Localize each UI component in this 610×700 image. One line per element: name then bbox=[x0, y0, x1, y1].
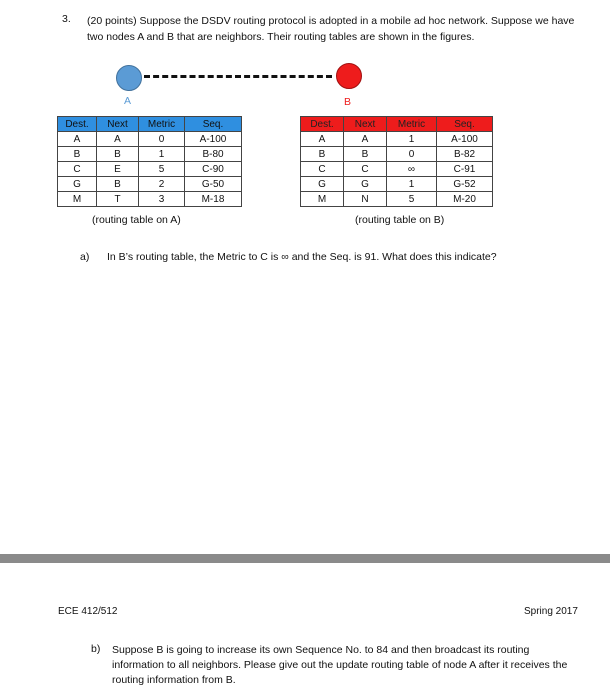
cell-seq: M-20 bbox=[437, 192, 493, 207]
cell-next: B bbox=[344, 147, 387, 162]
routing-table-b-caption: (routing table on B) bbox=[355, 214, 445, 226]
cell-seq: C-90 bbox=[185, 162, 242, 177]
table-row bbox=[58, 132, 242, 147]
header-next: Next bbox=[97, 117, 139, 132]
question-text: (20 points) Suppose the DSDV routing protocol is adopted in a mobile ad hoc network. Suppose we have two nodes A and B that are neighbors. Their routing tables are shown in the figures. bbox=[87, 15, 575, 43]
table-row bbox=[301, 177, 493, 192]
header-seq: Seq. bbox=[437, 117, 493, 132]
header-next: Next bbox=[344, 117, 387, 132]
table-row bbox=[301, 192, 493, 207]
table-row bbox=[58, 147, 242, 162]
cell-dest: B bbox=[58, 147, 97, 162]
term-label: Spring 2017 bbox=[524, 606, 578, 617]
part-b-label: b) bbox=[91, 643, 101, 655]
cell-seq: G-52 bbox=[437, 177, 493, 192]
cell-seq: A-100 bbox=[185, 132, 242, 147]
cell-seq: A-100 bbox=[437, 132, 493, 147]
cell-dest: B bbox=[301, 147, 344, 162]
part-a-label: a) bbox=[80, 251, 90, 263]
cell-next: B bbox=[97, 177, 139, 192]
cell-seq: B-80 bbox=[185, 147, 242, 162]
table-row bbox=[301, 132, 493, 147]
routing-table-a bbox=[57, 116, 242, 207]
table-row bbox=[301, 162, 493, 177]
cell-metric: 1 bbox=[387, 132, 437, 147]
node-a-circle bbox=[116, 65, 142, 91]
cell-dest: C bbox=[301, 162, 344, 177]
header-seq: Seq. bbox=[185, 117, 242, 132]
cell-next: N bbox=[344, 192, 387, 207]
header-dest: Dest. bbox=[58, 117, 97, 132]
cell-dest: M bbox=[301, 192, 344, 207]
cell-dest: G bbox=[58, 177, 97, 192]
cell-seq: B-82 bbox=[437, 147, 493, 162]
cell-next: A bbox=[344, 132, 387, 147]
question-number: 3. bbox=[62, 13, 71, 25]
node-a-label: A bbox=[124, 95, 132, 107]
cell-next: G bbox=[344, 177, 387, 192]
cell-dest: M bbox=[58, 192, 97, 207]
cell-next: C bbox=[344, 162, 387, 177]
cell-metric: 5 bbox=[387, 192, 437, 207]
header-metric: Metric bbox=[139, 117, 185, 132]
cell-next: A bbox=[97, 132, 139, 147]
cell-seq: M-18 bbox=[185, 192, 242, 207]
part-b-text: Suppose B is going to increase its own Sequence No. to 84 and then broadcast its routing information to all neighbors. Please give out the update routing table of node A after it receives the routing information from B. bbox=[112, 644, 568, 686]
page-divider bbox=[0, 554, 610, 563]
node-b-label: B bbox=[344, 96, 352, 108]
cell-metric: 0 bbox=[387, 147, 437, 162]
cell-metric: 1 bbox=[139, 147, 185, 162]
header-metric: Metric bbox=[387, 117, 437, 132]
cell-seq: G-50 bbox=[185, 177, 242, 192]
cell-next: B bbox=[97, 147, 139, 162]
routing-table-b bbox=[300, 116, 493, 207]
table-row bbox=[58, 162, 242, 177]
cell-metric: 3 bbox=[139, 192, 185, 207]
table-header-row bbox=[301, 117, 493, 132]
cell-metric: 0 bbox=[139, 132, 185, 147]
routing-table-a-caption: (routing table on A) bbox=[92, 214, 181, 226]
cell-metric: 5 bbox=[139, 162, 185, 177]
node-b-circle bbox=[336, 63, 362, 89]
cell-dest: A bbox=[301, 132, 344, 147]
header-dest: Dest. bbox=[301, 117, 344, 132]
table-header-row bbox=[58, 117, 242, 132]
part-a-text: In B’s routing table, the Metric to C is ∞ and the Seq. is 91. What does this indicate? bbox=[107, 251, 497, 263]
cell-next: T bbox=[97, 192, 139, 207]
cell-metric: ∞ bbox=[387, 162, 437, 177]
cell-next: E bbox=[97, 162, 139, 177]
cell-seq: C-91 bbox=[437, 162, 493, 177]
cell-dest: G bbox=[301, 177, 344, 192]
cell-metric: 1 bbox=[387, 177, 437, 192]
cell-metric: 2 bbox=[139, 177, 185, 192]
cell-dest: A bbox=[58, 132, 97, 147]
table-row bbox=[58, 192, 242, 207]
table-row bbox=[301, 147, 493, 162]
cell-dest: C bbox=[58, 162, 97, 177]
neighbor-link-dashed-line bbox=[144, 75, 332, 78]
table-row bbox=[58, 177, 242, 192]
course-code: ECE 412/512 bbox=[58, 606, 118, 617]
